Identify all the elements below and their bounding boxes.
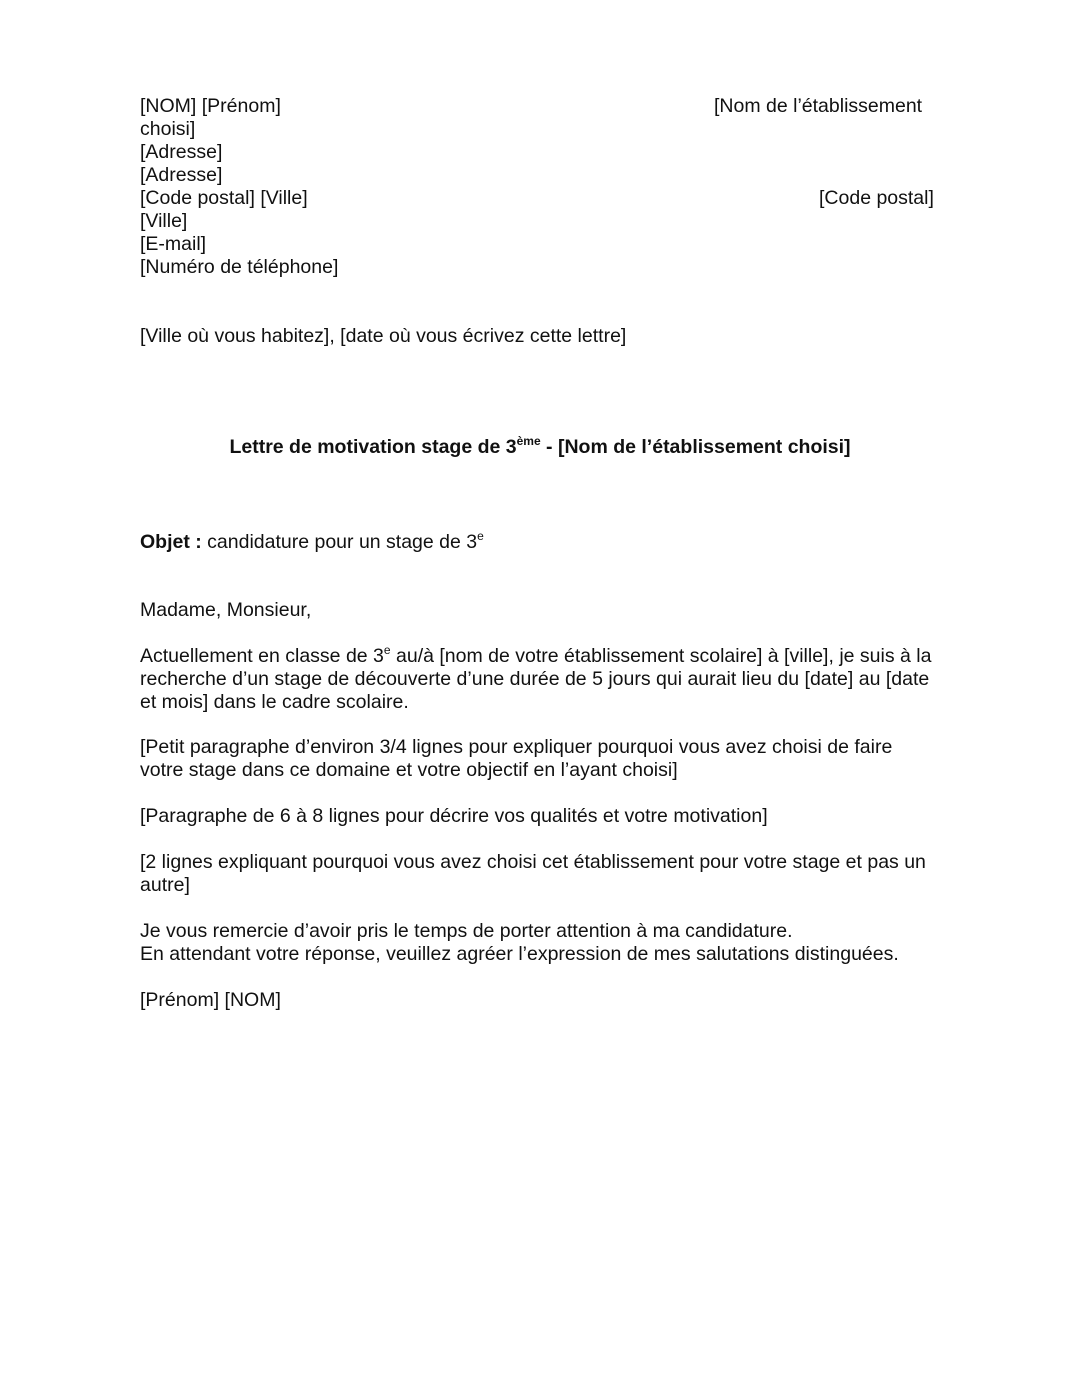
paragraph-3-text: [Paragraphe de 6 à 8 lignes pour décrire vos qualités et votre motivation]: [140, 805, 768, 827]
paragraph-2: [140, 736, 930, 782]
paragraph-1: [140, 645, 940, 714]
paragraph-1-text: Actuellement en classe de 3: [140, 645, 384, 667]
paragraph-4: [140, 851, 930, 897]
sender-postal-city: [Code postal] [Ville]: [140, 187, 308, 209]
letter-title-sup: ème: [516, 434, 541, 448]
recipient-postal: [Code postal]: [819, 187, 934, 209]
sender-address-2: [Adresse]: [140, 164, 223, 186]
letter-title-text: Lettre de motivation stage de 3: [229, 436, 517, 458]
closing-line-1: Je vous remercie d’avoir pris le temps de porter attention à ma candidature.: [140, 920, 793, 942]
letter-title-rest: - [Nom de l’établissement choisi]: [540, 436, 851, 458]
sender-name: [NOM] [Prénom]: [140, 95, 281, 117]
recipient-name: [Nom de l’établissement: [714, 95, 923, 117]
closing-line-2: En attendant votre réponse, veuillez agréer l’expression de mes salutations distinguées.: [140, 943, 899, 965]
place-date: [Ville où vous habitez], [date où vous écrivez cette lettre]: [140, 325, 627, 347]
sender-phone: [Numéro de téléphone]: [140, 256, 339, 278]
object-label: Objet :: [140, 531, 202, 553]
paragraph-2-text: [Petit paragraphe d’environ 3/4 lignes pour expliquer pourquoi vous avez choisi de faire votre stage dans ce domaine et votre objectif en l’ayant choisi]: [140, 736, 893, 781]
paragraph-1-sup: e: [383, 643, 391, 657]
sender-line-2: choisi]: [140, 118, 196, 140]
sender-email: [E-mail]: [140, 233, 207, 255]
sender-city: [Ville]: [140, 210, 188, 232]
sender-address-1: [Adresse]: [140, 141, 223, 163]
paragraph-4-text: [2 lignes expliquant pourquoi vous avez choisi cet établissement pour votre stage et pas un autre]: [140, 851, 926, 896]
signature: [Prénom] [NOM]: [140, 989, 281, 1011]
paragraph-3: [140, 805, 940, 828]
object-text: candidature pour un stage de 3: [201, 531, 478, 553]
object-sup: e: [477, 529, 484, 543]
object-line: [140, 531, 484, 554]
salutation: Madame, Monsieur,: [140, 599, 312, 621]
letter-title: [0, 436, 1080, 459]
paragraph-1-rest: au/à [nom de votre établissement scolaire] à [ville], je suis à la recherche d’un stage de découverte d’une durée de 5 jours qui aurait lieu du [date] au [date et mois] dans le cadre scolaire.: [140, 645, 932, 713]
